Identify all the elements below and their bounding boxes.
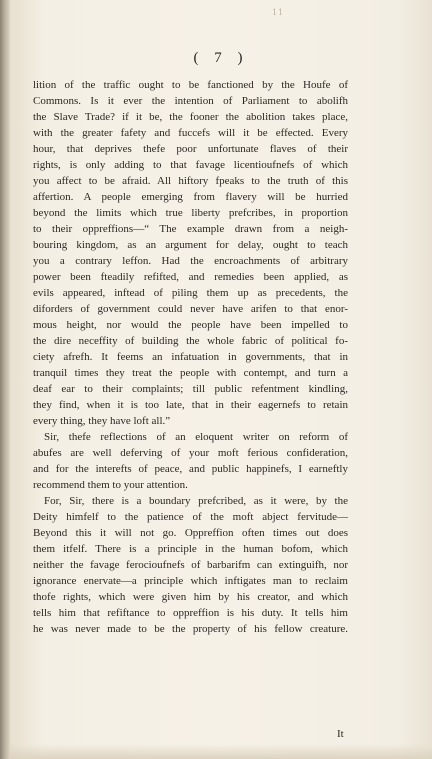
text-line: diforders of government could never have arifen to that enor- xyxy=(33,303,348,315)
text-line: lition of the traffic ought to be fanctioned by the Houfe of xyxy=(33,79,348,91)
text-line: and for the interefts of peace, and public happinefs, I earneftly xyxy=(33,463,348,475)
text-line: with the greater fafety and fuccefs will it be effected. Every xyxy=(33,127,348,139)
text-line: affertion. A people emerging from flavery will be hurried xyxy=(33,191,348,203)
text-line: For, Sir, there is a boundary prefcribed, as it were, by the xyxy=(44,495,348,507)
pencil-mark: 11 xyxy=(272,8,285,17)
book-gutter xyxy=(0,0,10,759)
text-line: he was never made to be the property of his fellow creature. xyxy=(33,623,348,635)
page-bottom-edge xyxy=(10,744,432,759)
text-line: you a contrary leffon. Had the encroachments of arbitrary xyxy=(33,255,348,267)
text-line: hour, that deprives thefe poor unfortunate flaves of their xyxy=(33,143,348,155)
text-line: tells him that refiftance to oppreffion is his duty. It tells him xyxy=(33,607,348,619)
text-line: recommend them to your attention. xyxy=(33,479,188,491)
page-number: ( 7 ) xyxy=(193,50,249,66)
text-line: neither the favage ferocioufnefs of barbarifm can extinguifh, nor xyxy=(33,559,348,571)
text-line: them itfelf. There is a principle in the human bofom, which xyxy=(33,543,348,555)
text-line: they find, when it is too late, that in their eagernefs to retain xyxy=(33,399,348,411)
text-line: rights, is only adding to that favage licentioufnefs of which xyxy=(33,159,348,171)
text-line: you affect to be afraid. All hiftory fpeaks to the truth of this xyxy=(33,175,348,187)
text-line: ignorance enervate—a principle which inftigates man to reclaim xyxy=(33,575,348,587)
text-line: beyond the limits which true liberty prefcribes, in proportion xyxy=(33,207,348,219)
text-line: abufes are well deferving of your moft ferious confideration, xyxy=(33,447,348,459)
text-line: to their oppreffions—“ The example drawn from a neigh- xyxy=(33,223,348,235)
text-line: power been fteadily refifted, and remedies been applied, as xyxy=(33,271,348,283)
text-line: deaf ear to their complaints; till public refentment kindling, xyxy=(33,383,348,395)
text-line: bouring kingdom, as an argument for delay, ought to teach xyxy=(33,239,348,251)
text-line: every thing, they have loft all.” xyxy=(33,415,171,427)
text-line: mous height, nor would the people have been impelled to xyxy=(33,319,348,331)
text-line: ciety afrefh. It feems an infatuation in governments, that in xyxy=(33,351,348,363)
text-line: the dire neceffity of building the whole fabric of political fo- xyxy=(33,335,348,347)
text-line: Sir, thefe reflections of an eloquent writer on reform of xyxy=(44,431,348,443)
text-line: thofe rights, which were given him by his creator, and which xyxy=(33,591,348,603)
text-line: the Slave Trade? if it be, the fooner the abolition takes place, xyxy=(33,111,348,123)
text-line: evils appeared, inftead of piling them up as precedents, the xyxy=(33,287,348,299)
text-line: Beyond this it will not go. Oppreffion often times out does xyxy=(33,527,348,539)
text-line: Deity himfelf to the patience of the moft abject fervitude— xyxy=(33,511,348,523)
text-line: Commons. Is it ever the intention of Parliament to abolifh xyxy=(33,95,348,107)
body-text xyxy=(33,77,348,637)
text-line: tranquil times they treat the people with contempt, and turn a xyxy=(33,367,348,379)
catchword: It xyxy=(337,728,344,740)
